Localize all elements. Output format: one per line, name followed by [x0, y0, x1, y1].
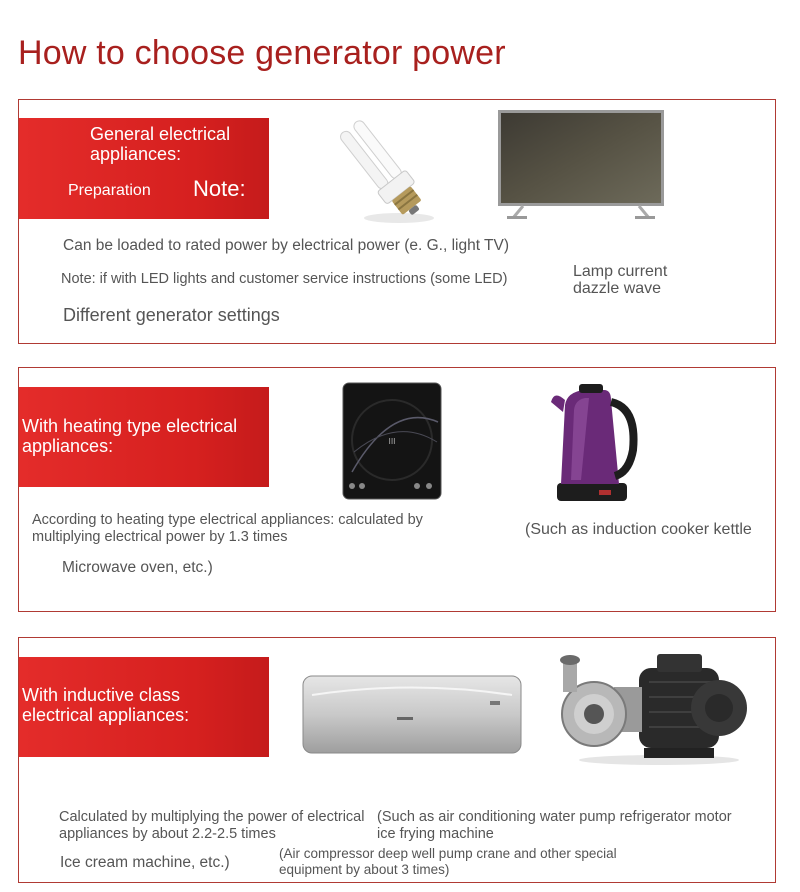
section-line: Microwave oven, etc.)	[62, 559, 213, 576]
section-line: (Such as induction cooker kettle	[525, 521, 752, 538]
section-line: (Air compressor deep well pump crane and other special equipment by about 3 times)	[279, 846, 617, 877]
preparation-label: Preparation	[68, 182, 151, 199]
induction-cooker-image	[342, 382, 442, 500]
section-line: Lamp current dazzle wave	[573, 263, 668, 297]
section-line: According to heating type electrical appliances: calculated by multiplying electrical power by 1.3 times	[32, 512, 423, 545]
kettle-image	[549, 380, 639, 505]
section-general-appliances	[18, 99, 776, 344]
tv-image	[497, 109, 665, 222]
section-line: Can be loaded to rated power by electrical power (e. G., light TV)	[63, 237, 509, 254]
air-conditioner-image	[302, 675, 522, 755]
section-line: Ice cream machine, etc.)	[60, 854, 230, 871]
section-heading: With heating type electrical appliances:	[22, 416, 238, 456]
section-heading: General electrical appliances:	[90, 124, 231, 164]
note-label: Note:	[193, 176, 246, 201]
section-inductive-appliances	[18, 637, 776, 883]
section-line: Note: if with LED lights and customer service instructions (some LED)	[61, 271, 508, 287]
section-line: (Such as air conditioning water pump refrigerator motor ice frying machine	[377, 809, 732, 842]
section-line: Calculated by multiplying the power of electrical appliances by about 2.2-2.5 times	[59, 809, 365, 842]
svg-text:III: III	[388, 437, 396, 446]
section-line: Different generator settings	[63, 305, 280, 325]
water-pump-image	[549, 652, 754, 767]
page-title: How to choose generator power	[18, 34, 506, 72]
section-heading: With inductive class electrical appliances:	[22, 685, 190, 725]
section-heating-appliances	[18, 367, 776, 612]
cfl-bulb-image	[329, 110, 439, 225]
